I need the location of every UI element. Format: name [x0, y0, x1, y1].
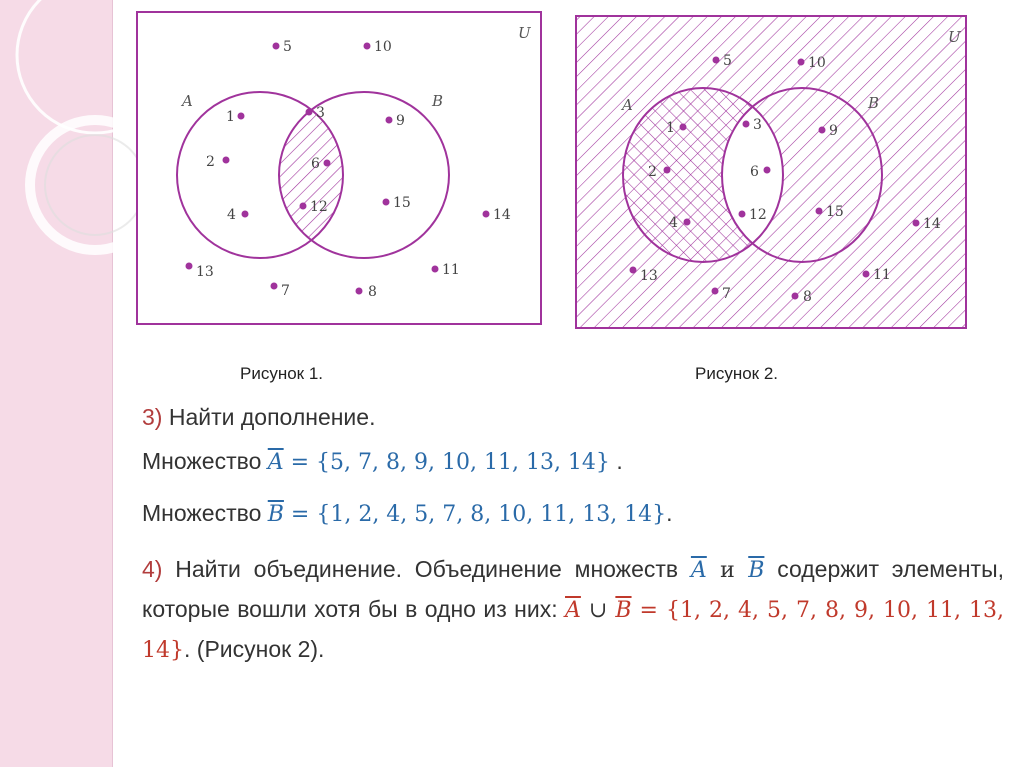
figure-1-caption: Рисунок 1.	[240, 364, 324, 383]
svg-text:11: 11	[873, 267, 891, 283]
svg-text:7: 7	[281, 283, 290, 299]
universe-label: U	[518, 24, 531, 42]
item-4-number: 4)	[142, 556, 163, 582]
union-b: $\overline{B}$	[615, 598, 632, 623]
svg-text:9: 9	[396, 113, 405, 129]
complement-b-set: = {1, 2, 4, 5, 7, 8, 10, 11, 13, 14}	[283, 502, 667, 527]
svg-text:1: 1	[666, 120, 675, 136]
item-4-text-3: . (Рисунок 2).	[184, 636, 325, 662]
svg-text:4: 4	[227, 207, 236, 223]
svg-text:11: 11	[442, 262, 460, 278]
svg-text:10: 10	[808, 55, 826, 71]
svg-text:6: 6	[750, 164, 759, 180]
set-b-label: B	[432, 92, 444, 110]
set-a-bar: $\overline{A}$	[267, 450, 284, 475]
svg-text:2: 2	[648, 164, 657, 180]
svg-text:15: 15	[393, 195, 411, 211]
svg-text:6: 6	[311, 156, 320, 172]
svg-text:1: 1	[226, 109, 235, 125]
svg-text:12: 12	[749, 207, 767, 223]
svg-text:12: 12	[310, 199, 328, 215]
svg-text:14: 14	[923, 216, 941, 232]
svg-text:4: 4	[669, 215, 678, 231]
figure-2-caption: Рисунок 2.	[695, 364, 779, 383]
complement-b-expr	[268, 502, 666, 527]
union-set: = {1, 2, 4, 5, 7, 8, 9, 10, 11, 13, 14}	[142, 598, 1005, 663]
item-4-text-1: Найти объединение. Объединение множеств	[162, 556, 691, 582]
complement-a-end: .	[609, 448, 623, 474]
set-b-complement-symbol: $\overline{B}$	[748, 558, 765, 583]
svg-text:13: 13	[196, 264, 214, 280]
complement-b-line	[142, 500, 1004, 527]
union-operator: ∪	[580, 598, 616, 623]
svg-text:14: 14	[493, 207, 511, 223]
svg-text:9: 9	[829, 123, 838, 139]
venn-figure-1	[130, 8, 545, 333]
svg-text:3: 3	[316, 105, 325, 121]
universe-label: U	[948, 28, 961, 46]
set-a-label: A	[182, 92, 193, 110]
complement-a-prefix: Множество	[142, 448, 268, 474]
union-a: $\overline{A}$	[565, 598, 581, 623]
svg-text:13: 13	[640, 268, 658, 284]
svg-text:3: 3	[753, 117, 762, 133]
venn-figure-2	[570, 12, 975, 337]
item-3-number: 3)	[142, 404, 163, 430]
complement-b-end: .	[666, 500, 673, 526]
item-3-heading	[142, 404, 1004, 431]
item-4-paragraph	[142, 550, 1004, 670]
item-3-heading-text: Найти дополнение.	[162, 404, 376, 430]
set-a-label: A	[622, 96, 633, 114]
set-a-complement	[691, 558, 707, 583]
complement-b-prefix: Множество	[142, 500, 268, 526]
svg-text:7: 7	[722, 286, 731, 302]
svg-text:8: 8	[803, 289, 812, 305]
svg-text:15: 15	[826, 204, 844, 220]
conjunction: и	[706, 558, 749, 583]
set-b-bar: $\overline{B}$	[267, 502, 284, 527]
complement-a-line	[142, 448, 1004, 475]
set-b-complement	[748, 558, 764, 583]
svg-text:5: 5	[723, 53, 732, 69]
set-a-complement-symbol: $\overline{A}$	[690, 558, 707, 583]
svg-text:10: 10	[374, 39, 392, 55]
svg-text:8: 8	[368, 284, 377, 300]
set-b-label: B	[868, 94, 880, 112]
complement-a-set: = {5, 7, 8, 9, 10, 11, 13, 14}	[283, 450, 610, 475]
item-4-text-2: содержит элементы, которые вошли хотя бы в одно из них:	[142, 556, 1004, 622]
complement-a-expr	[268, 450, 610, 475]
svg-text:2: 2	[206, 154, 215, 170]
svg-text:5: 5	[283, 39, 292, 55]
